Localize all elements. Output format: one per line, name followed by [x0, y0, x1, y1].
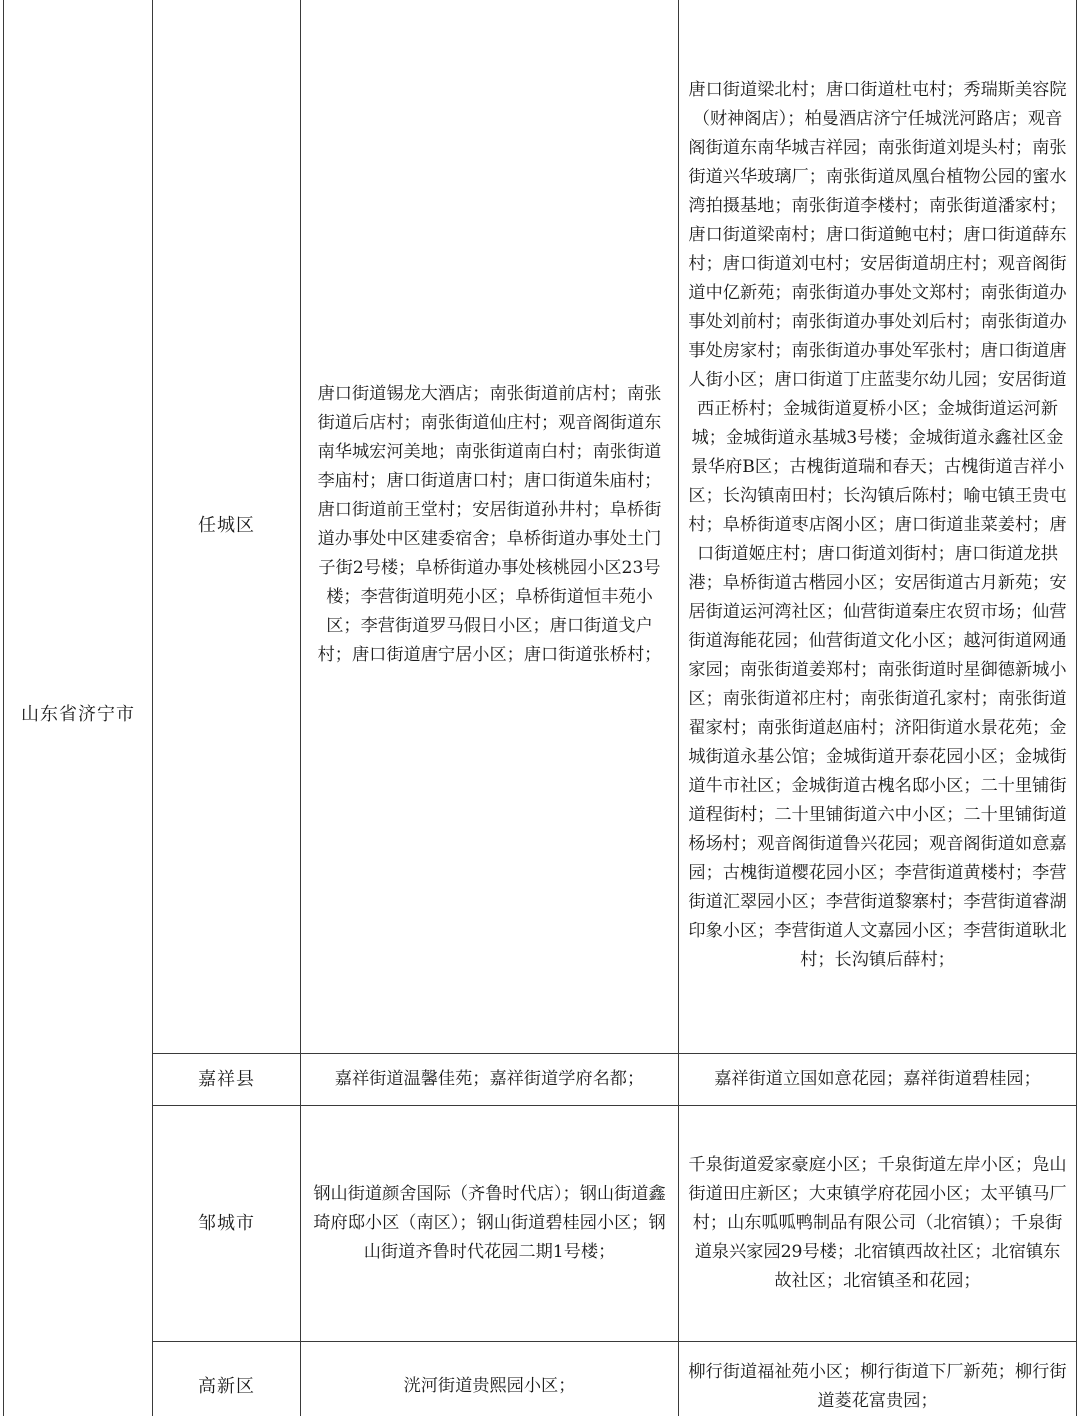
low-risk-cell — [679, 1342, 1077, 1416]
district-name: 任城区 — [198, 514, 255, 536]
district-cell — [153, 1342, 301, 1416]
table-row — [4, 0, 1077, 1054]
low-risk-cell — [679, 1106, 1077, 1342]
medium-risk-areas: 钢山街道颜舍国际（齐鲁时代店）；钢山街道鑫琦府邸小区（南区）；钢山街道碧桂园小区；钢山街道齐鲁时代花园二期1号楼； — [313, 1184, 666, 1262]
district-cell — [153, 0, 301, 1054]
risk-area-table — [3, 0, 1077, 1416]
table-row — [4, 1054, 1077, 1106]
district-name: 高新区 — [198, 1376, 255, 1397]
medium-risk-areas: 嘉祥街道温馨佳苑；嘉祥街道学府名都； — [334, 1069, 645, 1089]
city-cell — [4, 0, 153, 1416]
table-row — [4, 1106, 1077, 1342]
medium-risk-areas: 唐口街道锡龙大酒店；南张街道前店村；南张街道后店村；南张街道仙庄村；观音阁街道东南华城宏河美地；南张街道南白村；南张街道李庙村；唐口街道唐口村；唐口街道朱庙村；唐口街道前王堂村；安居街道孙井村；阜桥街道办事处中区建委宿舍；阜桥街道办事处土门子街2号楼；阜桥街道办事处核桃园小区23号楼；李营街道明苑小区；阜桥街道恒丰苑小区；李营街道罗马假日小区；唐口街道戈户村；唐口街道唐宁居小区；唐口街道张桥村； — [317, 384, 662, 665]
district-cell — [153, 1106, 301, 1342]
city-name: 山东省济宁市 — [21, 703, 135, 725]
low-risk-cell — [679, 0, 1077, 1054]
medium-risk-cell — [301, 0, 679, 1054]
medium-risk-cell — [301, 1342, 679, 1416]
low-risk-areas: 柳行街道福祉苑小区；柳行街道下厂新苑；柳行街道菱花富贵园； — [688, 1361, 1067, 1411]
low-risk-areas: 唐口街道梁北村；唐口街道杜屯村；秀瑞斯美容院（财神阁店）；柏曼酒店济宁任城洸河路店；观音阁街道东南华城吉祥园；南张街道刘堤头村；南张街道兴华玻璃厂；南张街道凤凰台植物公园的蜜水湾拍摄基地；南张街道李楼村；南张街道潘家村；唐口街道梁南村；唐口街道鲍屯村；唐口街道薛东村；唐口街道刘屯村；安居街道胡庄村；观音阁街道中亿新苑；南张街道办事处文郑村；南张街道办事处刘前村；南张街道办事处刘后村；南张街道办事处房家村；南张街道办事处军张村；唐口街道唐人街小区；唐口街道丁庄蓝斐尔幼儿园；安居街道西正桥村；金城街道夏桥小区；金城街道运河新城；金城街道永基城3号楼；金城街道永鑫社区金景华府B区；古槐街道瑞和春天；古槐街道吉祥小区；长沟镇南田村；长沟镇后陈村；喻屯镇王贵屯村；阜桥街道枣店阁小区；唐口街道韭菜姜村；唐口街道姬庄村；唐口街道刘街村；唐口街道龙拱港；阜桥街道古楷园小区；安居街道古月新苑；安居街道运河湾社区；仙营街道秦庄农贸市场；仙营街道海能花园；仙营街道文化小区；越河街道网通家园；南张街道姜郑村；南张街道时星御德新城小区；南张街道祁庄村；南张街道孔家村；南张街道翟家村；南张街道赵庙村；济阳街道水景花苑；金城街道永基公馆；金城街道开泰花园小区；金城街道牛市社区；金城街道古槐名邸小区；二十里铺街道程街村；二十里铺街道六中小区；二十里铺街道杨场村；观音阁街道鲁兴花园；观音阁街道如意嘉园；古槐街道樱花园小区；李营街道黄楼村；李营街道汇翠园小区；李营街道黎寨村；李营街道睿湖印象小区；李营街道人文嘉园小区；李营街道耿北村；长沟镇后薛村； — [688, 79, 1067, 970]
table-row — [4, 1342, 1077, 1416]
low-risk-areas: 嘉祥街道立国如意花园；嘉祥街道碧桂园； — [714, 1069, 1041, 1089]
low-risk-areas: 千泉街道爱家豪庭小区；千泉街道左岸小区；凫山街道田庄新区；大束镇学府花园小区；太平镇马厂村；山东呱呱鸭制品有限公司（北宿镇）；千泉街道泉兴家园29号楼；北宿镇西故社区；北宿镇东故社区；北宿镇圣和花园； — [688, 1155, 1067, 1291]
medium-risk-cell — [301, 1106, 679, 1342]
district-name: 邹城市 — [198, 1213, 255, 1234]
medium-risk-cell — [301, 1054, 679, 1106]
low-risk-cell — [679, 1054, 1077, 1106]
district-name: 嘉祥县 — [198, 1069, 255, 1090]
district-cell — [153, 1054, 301, 1106]
medium-risk-areas: 洸河街道贵熙园小区； — [403, 1376, 576, 1396]
